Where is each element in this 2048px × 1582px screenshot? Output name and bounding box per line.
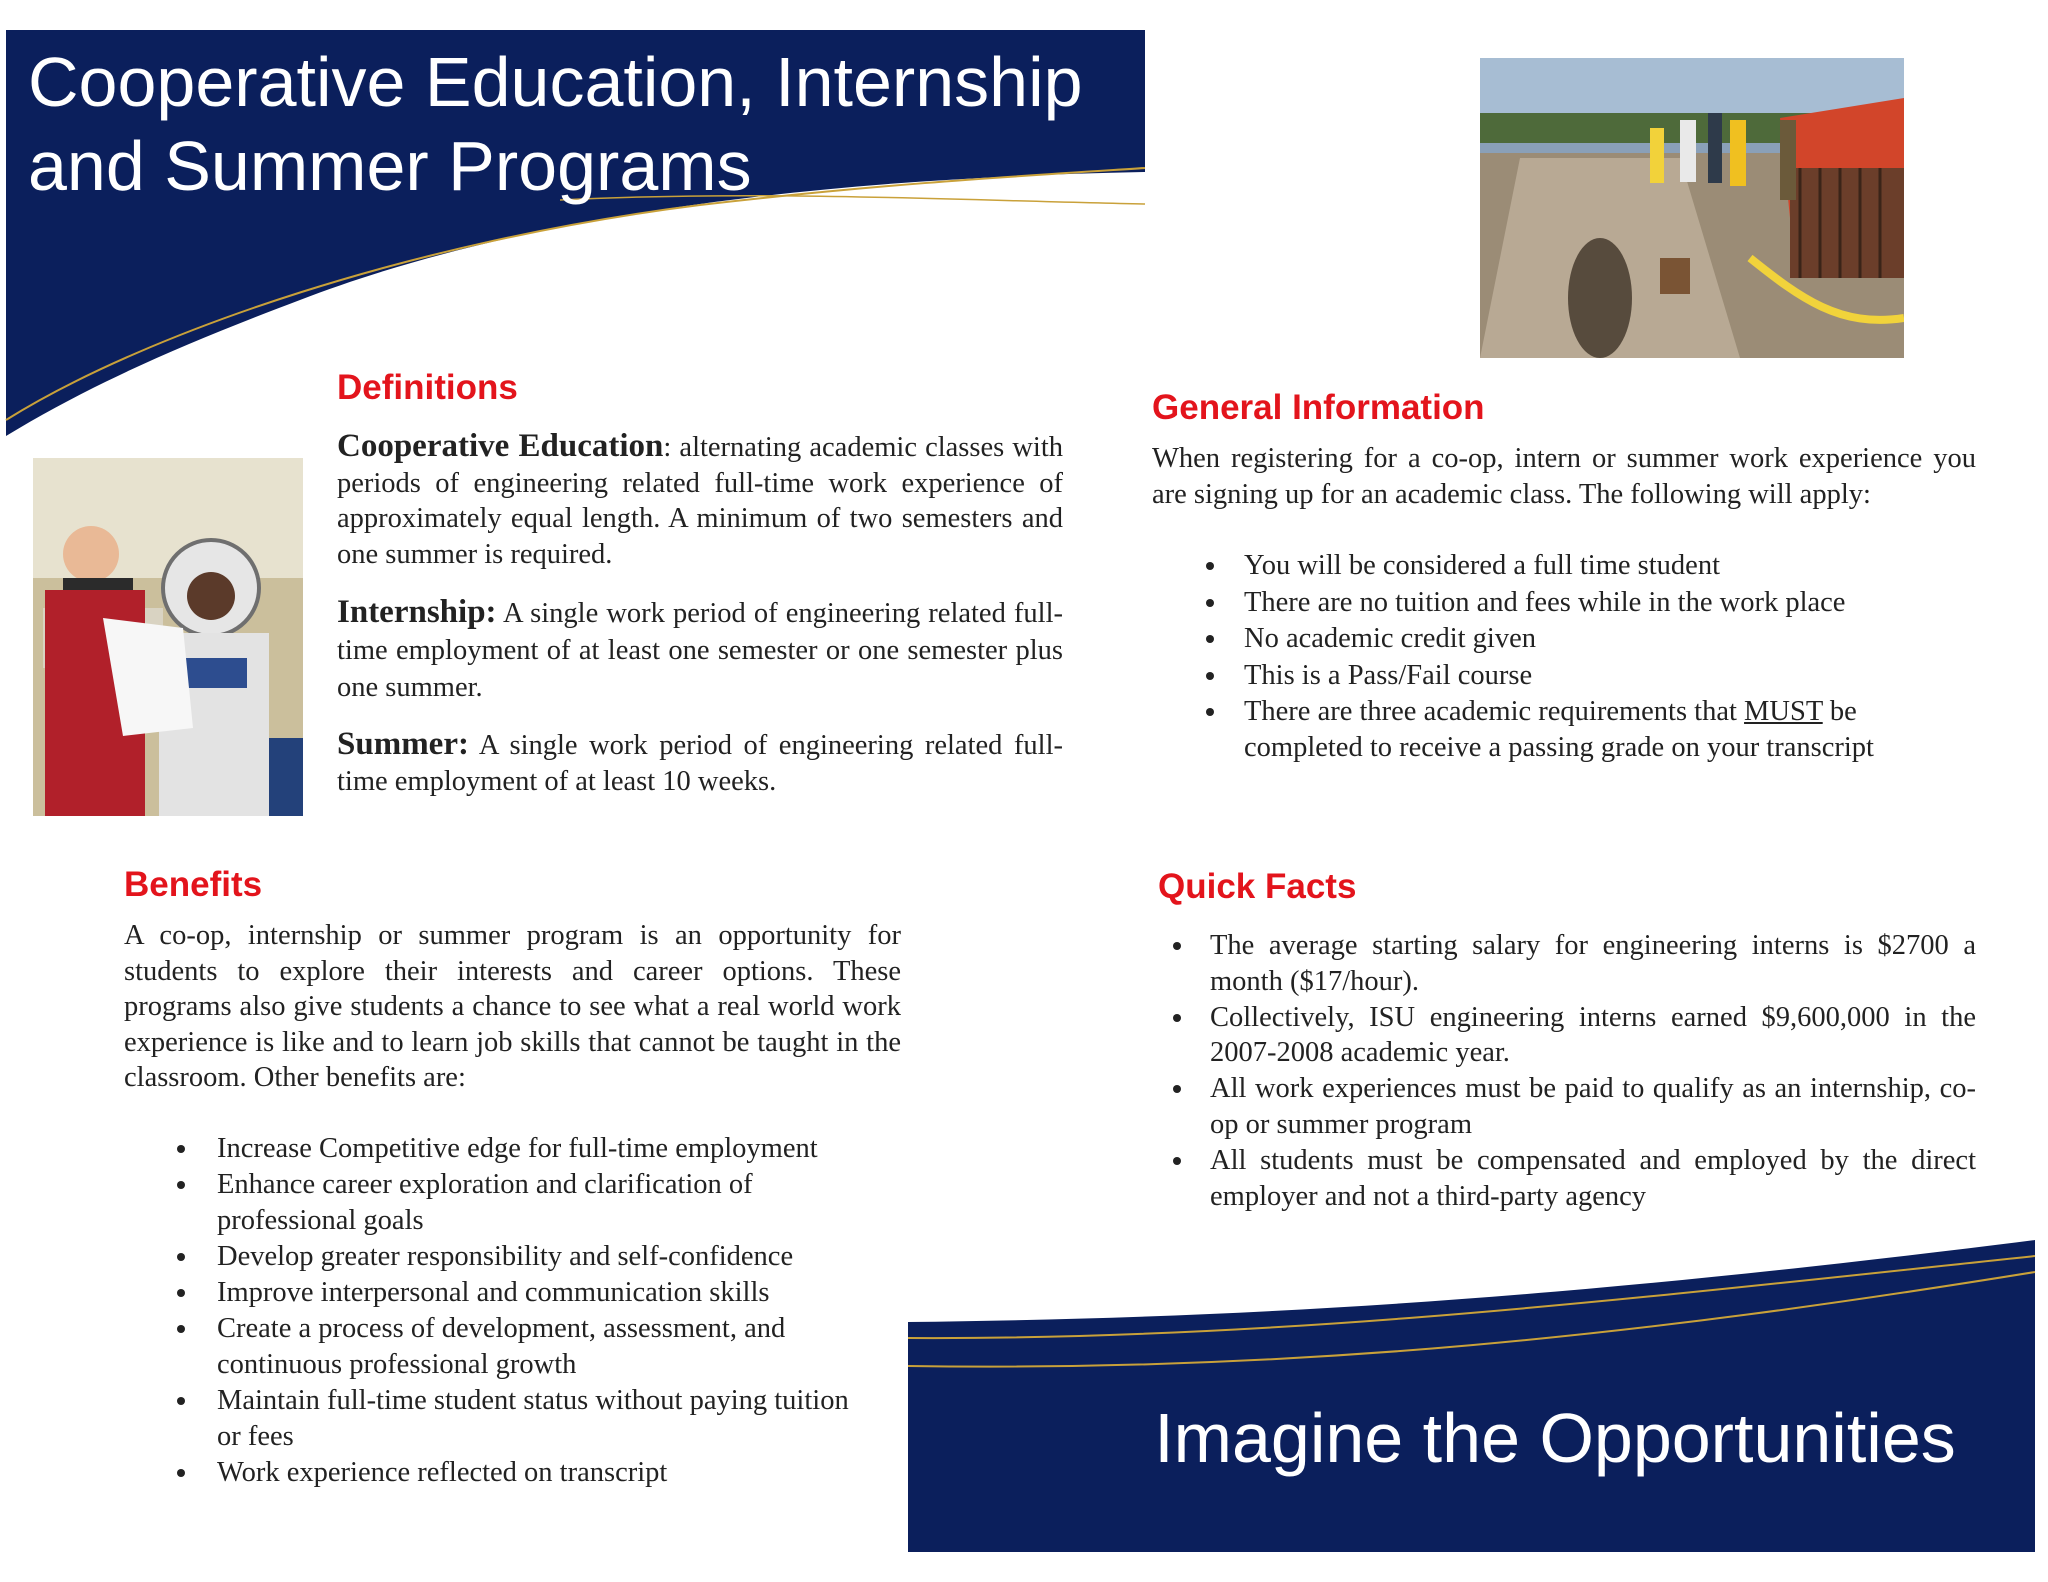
construction-site-photo xyxy=(1480,58,1904,358)
internship-definition: A single work period of engineering related full-time employment of at least one semester or one semester plus one summer. xyxy=(337,598,1063,703)
list-item-text: No academic credit given xyxy=(1244,623,1536,654)
list-item-text-end: be completed to receive a passing grade on your transcript xyxy=(1244,696,1874,763)
quick-facts-list xyxy=(1210,928,1976,1214)
list-item xyxy=(217,1383,917,1455)
list-item-text: There are no tuition and fees while in the work place xyxy=(1244,586,1846,618)
list-item xyxy=(217,1275,917,1311)
list-item-text: Enhance career exploration and clarification of professional goals xyxy=(217,1169,753,1236)
list-item xyxy=(1244,585,1976,622)
construction-site-image xyxy=(1480,58,1904,358)
summer-definition: A single work period of engineering related full-time employment of at least 10 weeks. xyxy=(337,730,1063,797)
list-item xyxy=(1244,621,1976,658)
list-item xyxy=(1244,694,1976,765)
list-item xyxy=(1244,658,1976,695)
list-item-text: All work experiences must be paid to qualify as an internship, co-op or summer program xyxy=(1210,1073,1976,1140)
list-item xyxy=(1210,928,1976,1000)
internship-term: Internship: xyxy=(337,594,497,630)
definition-internship xyxy=(337,594,1063,706)
list-item xyxy=(1210,1000,1976,1072)
general-information-intro: When registering for a co-op, intern or summer work experience you are signing up for an academic class. The following will apply: xyxy=(1152,443,1976,510)
general-information-heading: General Information xyxy=(1152,388,1485,427)
must-emphasis: MUST xyxy=(1744,696,1823,727)
spacesuit-students-photo xyxy=(33,458,303,816)
list-item xyxy=(217,1311,917,1383)
benefits-intro: A co-op, internship or summer program is an opportunity for students to explore their interests and career options. These programs also give students a chance to see what a real world work experience is like and to learn job skills that cannot be taught in the classroom. Other benefits are: xyxy=(124,920,901,1093)
list-item xyxy=(217,1131,917,1167)
list-item xyxy=(217,1167,917,1239)
definition-summer xyxy=(337,727,1063,799)
list-item-text: You will be considered a full time student xyxy=(1244,550,1720,581)
benefits-list xyxy=(217,1131,917,1491)
list-item-text: Maintain full-time student status without paying tuition or fees xyxy=(217,1385,849,1452)
benefits-heading: Benefits xyxy=(124,865,263,904)
list-item-text: All students must be compensated and employed by the direct employer and not a third-party agency xyxy=(1210,1144,1976,1212)
list-item-text: Collectively, ISU engineering interns earned $9,600,000 in the 2007-2008 academic year. xyxy=(1210,1001,1976,1069)
list-item-text: Improve interpersonal and communication skills xyxy=(217,1277,770,1308)
list-item xyxy=(217,1455,917,1491)
general-information-list xyxy=(1244,548,1976,765)
list-item xyxy=(1210,1071,1976,1143)
tagline: Imagine the Opportunities xyxy=(1154,1399,1956,1477)
list-item-text: Develop greater responsibility and self-confidence xyxy=(217,1241,794,1272)
page-title: Cooperative Education, Internship and Summer Programs xyxy=(28,43,1083,205)
coop-term: Cooperative Education xyxy=(337,428,664,464)
list-item-text: There are three academic requirements that xyxy=(1244,696,1745,727)
list-item-text: Work experience reflected on transcript xyxy=(217,1457,668,1488)
summer-term: Summer: xyxy=(337,726,469,762)
list-item xyxy=(1210,1143,1976,1215)
coop-separator: : xyxy=(663,432,672,463)
spacesuit-students-image xyxy=(33,458,303,816)
coop-definition: alternating academic classes with periods of engineering related full-time work experience of approximately equal length. A minimum of two semesters and one summer is required. xyxy=(337,432,1063,570)
quick-facts-heading: Quick Facts xyxy=(1158,867,1357,906)
definition-coop xyxy=(337,429,1063,572)
list-item-text: Increase Competitive edge for full-time employment xyxy=(217,1133,818,1164)
list-item xyxy=(217,1239,917,1275)
definitions-heading: Definitions xyxy=(337,368,518,407)
list-item-text: The average starting salary for engineering interns is $2700 a month ($17/hour). xyxy=(1210,930,1976,997)
list-item xyxy=(1244,548,1976,585)
list-item-text: Create a process of development, assessment, and continuous professional growth xyxy=(217,1313,786,1380)
list-item-text: This is a Pass/Fail course xyxy=(1244,659,1533,691)
